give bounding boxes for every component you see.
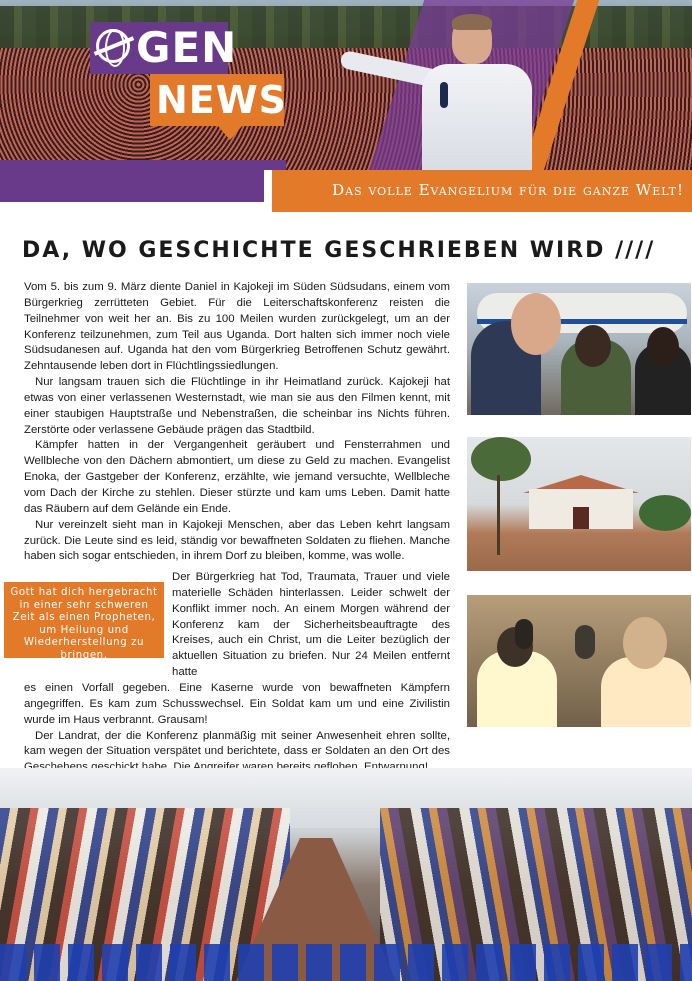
photo-worship-congregation (0, 768, 692, 981)
logo-gen-text: GEN (136, 23, 238, 72)
logo-news-pointer (218, 126, 242, 140)
header-purple-band (0, 160, 286, 202)
article-paragraph-wrap: Der Bürgerkrieg hat Tod, Traumata, Trauer und viele materielle Schäden hinterlassen. Leider schwelt der Konflikt immer noch. An einem Morgen während der Konferenz kam der Sicherheitsbeauftragte des Kreises, auch ein Christ, um die Leiter bezüglich der aktuellen Situation zu briefen. Nur 24 Meilen entfernt hatte (172, 571, 450, 679)
microphone-icon (515, 619, 533, 649)
photo-church-building (467, 437, 691, 571)
article-paragraph: es einen Vorfall gegeben. Eine Kaserne wurde von bewaffneten Kämpfern angegriffen. Es kam zum Schusswechsel. Ein Soldat kam um und eine Zivilistin wurde im Haus verbrannt. Grausam! (24, 682, 450, 726)
header-slogan: Das volle Evangelium für die ganze Welt! (332, 181, 684, 199)
article-paragraph: Vom 5. bis zum 9. März diente Daniel in Kajokeji im Süden Südsudans, einem vom Bürgerkrieg zerrütteten Gebiet. Für die Leiterschaftskonferenz reisten die Teilnehmer von weit her an. Bis zu 100 Meilen wurden zurückgelegt, um an der Konferenz teilzunehmen, zum Teil aus Uganda. Dort halten sich immer noch viele Südsudanesen auf. Uganda hat den vom Bürgerkrieg Betroffenen Schutz gewährt. Zehntausende leben dort in Flüchtlingssiedlungen. (24, 281, 450, 373)
article-body-top (24, 280, 450, 565)
pull-quote: Gott hat dich hergebracht in einer sehr schweren Zeit als einen Propheten, um Heilung und Wiederherstellung zu bringen. (4, 582, 164, 658)
photo-airstrip-group (467, 283, 691, 415)
photo-radio-studio (467, 595, 691, 727)
microphone-icon (575, 625, 595, 659)
article-paragraph: Nur langsam trauen sich die Flüchtlinge in ihr Heimatland zurück. Kajokeji hat etwas von einer verlassenen Westernstadt, wie man sie aus den Filmen kennt, mit einer staubigen Hauptstraße und Nebenstraßen, die scheinbar ins Nichts führen. Zerstörte oder verlassene Gebäude prägen das Stadtbild. (24, 376, 450, 436)
article-title: DA, WO GESCHICHTE GESCHRIEBEN WIRD //// (22, 238, 656, 263)
article-paragraph: Nur vereinzelt sieht man in Kajokeji Menschen, aber das Leben kehrt langsam zurück. Die Leute sind es leid, ständig vor bewaffneten Soldaten zu fliehen. Manche haben sich sogar entschieden, in ihrem Dorf zu bleiben, komme, was wolle. (24, 518, 450, 563)
microphone-icon (440, 82, 448, 108)
article-paragraph: Der Landrat, der die Konferenz planmäßig mit seiner Anwesenheit ehren sollte, kam wegen der Situation verspätet und berichtete, dass er Soldaten an den Ort des (24, 729, 450, 758)
banner-preacher-figure (360, 12, 550, 170)
article-body-bottom (24, 681, 450, 776)
globe-logo-icon (96, 29, 130, 63)
logo-news-text: NEWS (156, 78, 288, 122)
article-paragraph: Kämpfer hatten in der Vergangenheit geräubert und Fensterrahmen und Wellbleche von den Dächern abmontiert, um diese zu Geld zu machen. Evangelist Enoka, der Gastgeber der Konferenz, erzählte, wie jemand versuchte, Wellbleche vom Dach der Kirche zu stehlen. Dieser stürzte und kam ums Leben. Damit hatte das Räubern auf dem Gelände ein Ende. (24, 439, 450, 515)
